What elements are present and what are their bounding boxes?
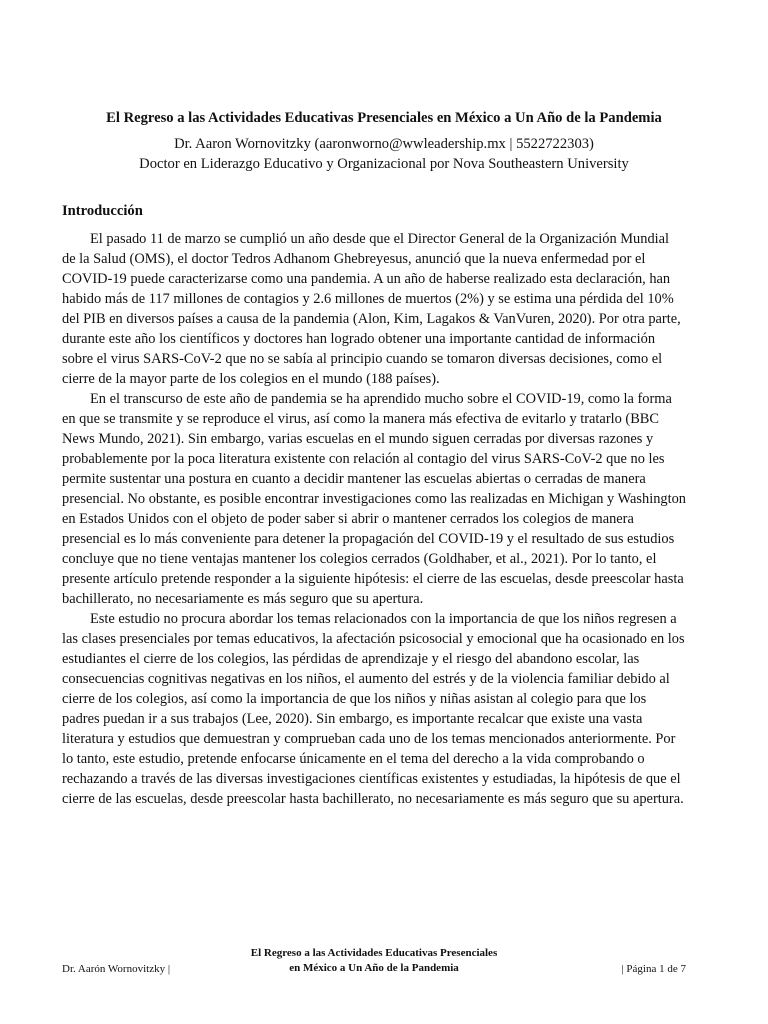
section-heading: Introducción [62,203,143,219]
document-title: El Regreso a las Actividades Educativas Presenciales en México a Un Año de la Pandemia [106,110,662,126]
footer-title-line-1: El Regreso a las Actividades Educativas Presenciales [250,947,498,959]
footer-title [244,946,504,976]
credential-line: Doctor en Liderazgo Educativo y Organizacional por Nova Southeastern University [139,156,629,172]
paragraph-1: El pasado 11 de marzo se cumplió un año desde que el Director General de la Organización Mundial de la Salud (OMS), el doctor Tedros Adhanom Ghebreyesus, anunció que la nueva enfermedad por el COVID-19 puede caracterizarse como una pandemia. A un año de haberse realizado esta declaración, han habido más de 117 millones de contagios y 2.6 millones de muertos (2%) y se estima una pérdida del 10% del PIB en diversos países a causa de la pandemia (Alon, Kim, Lagakos & VanVuren, 2020). Por otra parte, durante este año los científicos y doctores han logrado obtener una importante cantidad de información sobre el virus SARS-CoV-2 que no se sabía al principio cuando se tomaron diversas decisiones, como el cierre de la mayor parte de los colegios en el mundo (188 países). [62,231,681,387]
footer-title-line-2: en México a Un Año de la Pandemia [289,962,459,974]
body-text [62,229,686,809]
paragraph-2: En el transcurso de este año de pandemia se ha aprendido mucho sobre el COVID-19, como la forma en que se transmite y se reproduce el virus, así como la manera más efectiva de evitarlo y tratarlo (BBC News Mundo, 2021). Sin embargo, varias escuelas en el mundo siguen cerradas por diversas razones y probablemente por la poca literatura existente con relación al contagio del virus SARS-CoV-2 que no les permite sustentar una postura en cuanto a decidir mantener las escuelas abiertas o cerradas de manera presencial. No obstante, es posible encontrar investigaciones como las realizadas en Michigan y Washington en Estados Unidos con el objeto de poder saber si abrir o mantener cerrados los colegios de manera presencial es lo más conveniente para detener la propagación del COVID-19 y el resultado de sus estudios concluye que no tiene ventajas mantener los colegios cerrados (Goldhaber, et al., 2021). Por lo tanto, el presente artículo pretende responder a la siguiente hipótesis: el cierre de las escuelas, desde preescolar hasta bachillerato, no necesariamente es más seguro que su apertura. [62,391,686,607]
author-block [40,134,728,174]
footer-page-number: | Página 1 de 7 [621,963,686,975]
author-line: Dr. Aaron Wornovitzky (aaronworno@wwleadership.mx | 5522722303) [174,136,594,152]
footer-author: Dr. Aarón Wornovitzky | [62,963,171,975]
paragraph-3: Este estudio no procura abordar los temas relacionados con la importancia de que los niños regresen a las clases presenciales por temas educativos, la afectación psicosocial y emocional que ha ocasionado en los estudiantes el cierre de los colegios, las pérdidas de aprendizaje y el riesgo del abandono escolar, las consecuencias cognitivas negativas en los niños, el aumento del estrés y de la violencia familiar debido al cierre de los colegios, así como la importancia de que los niños y niñas asistan al colegio para que los padres puedan ir a sus trabajos (Lee, 2020). Sin embargo, es importante recalcar que existe una vasta literatura y estudios que demuestran y comprueban cada uno de los temas mencionados anteriormente. Por lo tanto, este estudio, pretende enfocarse únicamente en el tema del derecho a la vida comprobando o rechazando a través de las diversas investigaciones científicas existentes y estudiadas, la hipótesis de que el cierre de las escuelas, desde preescolar hasta bachillerato, no necesariamente es más seguro que su apertura. [62,611,685,807]
